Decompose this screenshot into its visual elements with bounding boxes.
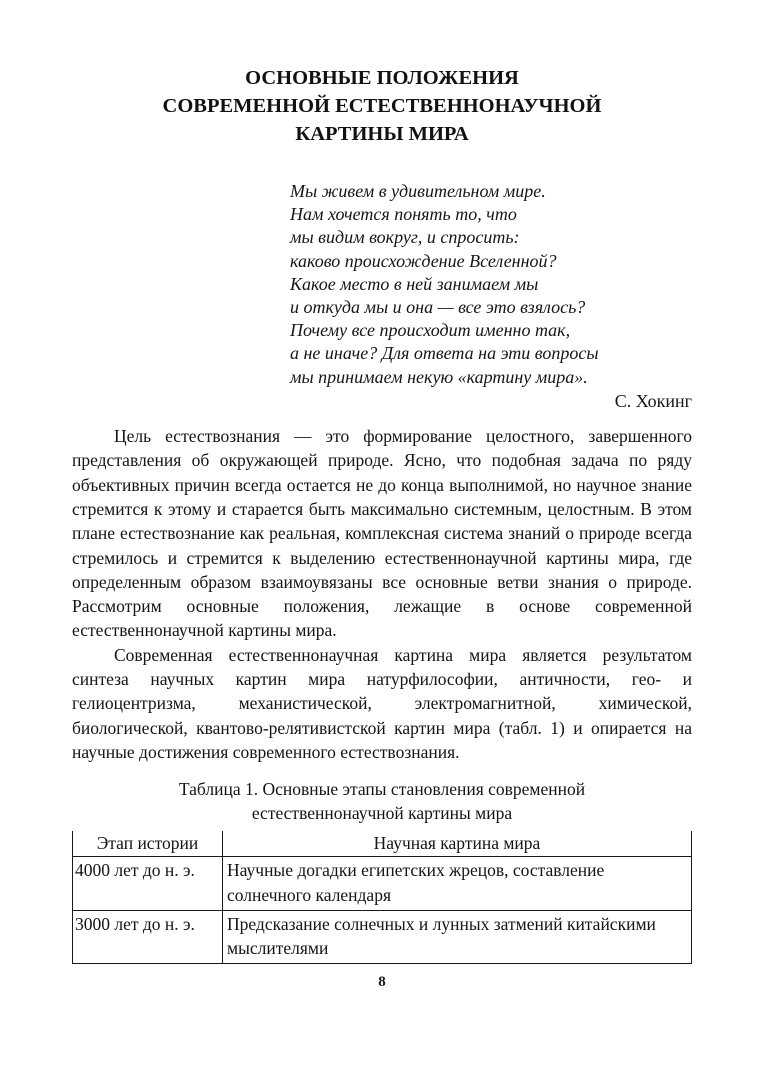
epigraph-line: мы видим вокруг, и спросить: [290,227,520,248]
table-caption: Таблица 1. Основные этапы становления современной естественнонаучной картины мира [178,779,586,823]
epigraph-line: а не иначе? Для ответа на эти вопросы [290,343,599,364]
page-title-line: ОСНОВНЫЕ ПОЛОЖЕНИЯ [245,67,519,89]
table-row [73,857,692,910]
table-header-stage: Этап истории [73,831,223,857]
epigraph-line: Нам хочется понять то, что [290,204,517,225]
epigraph-line: и откуда мы и она — все это взялось? [290,297,586,318]
table-cell-picture: Научные догадки египетских жрецов, составление солнечного календаря [223,857,692,910]
epigraph-line: каково происхождение Вселенной? [290,250,557,271]
page-title-line: КАРТИНЫ МИРА [295,123,469,145]
page-title [72,64,692,148]
table-header-row [73,831,692,857]
epigraph [290,180,692,413]
epigraph-attribution: С. Хокинг [614,390,692,411]
table-header-picture: Научная картина мира [223,831,692,857]
body-text [72,424,692,764]
page-number: 8 [378,974,386,991]
epigraph-line: Какое место в ней занимаем мы [290,273,539,294]
table-row [73,910,692,963]
paragraph-2: Современная естественнонаучная картина мира является результатом синтеза научных картин мира натурфилософии, античности, гео- и гелиоцентризма, механистической, электромагнитной, химической, биологической, квантово-релятивистской картин мира (табл. 1) и опирается на научные достижения современного естествознания. [72,644,692,762]
epigraph-line: мы принимаем некую «картину мира». [290,366,588,387]
table-cell-stage: 4000 лет до н. э. [73,857,223,910]
epigraph-line: Мы живем в удивительном мире. [290,181,546,201]
epigraph-line: Почему все происходит именно так, [290,320,571,341]
history-table [72,831,692,964]
page-title-line: СОВРЕМЕННОЙ ЕСТЕСТВЕННОНАУЧНОЙ [162,95,602,117]
table-cell-picture: Предсказание солнечных и лунных затмений китайскими мыслителями [223,910,692,963]
paragraph-1: Цель естествознания — это формирование целостного, завершенного представления об окружающей природе. Ясно, что подобная задача по ряду объективных причин всегда остается не до конца выполнимой, но научное знание стремится к этому и старается быть максимально системным, целостным. В этом плане естествознание как реальная, комплексная система знаний о природе всегда стремилось и стремится к выделению естественнонаучной картины мира, где определенным образом взаимоувязаны все основные ветви знания о природе. Рассмотрим основные положения, лежащие в основе современной естественнонаучной картины мира. [72,426,692,641]
table-cell-stage: 3000 лет до н. э. [73,910,223,963]
